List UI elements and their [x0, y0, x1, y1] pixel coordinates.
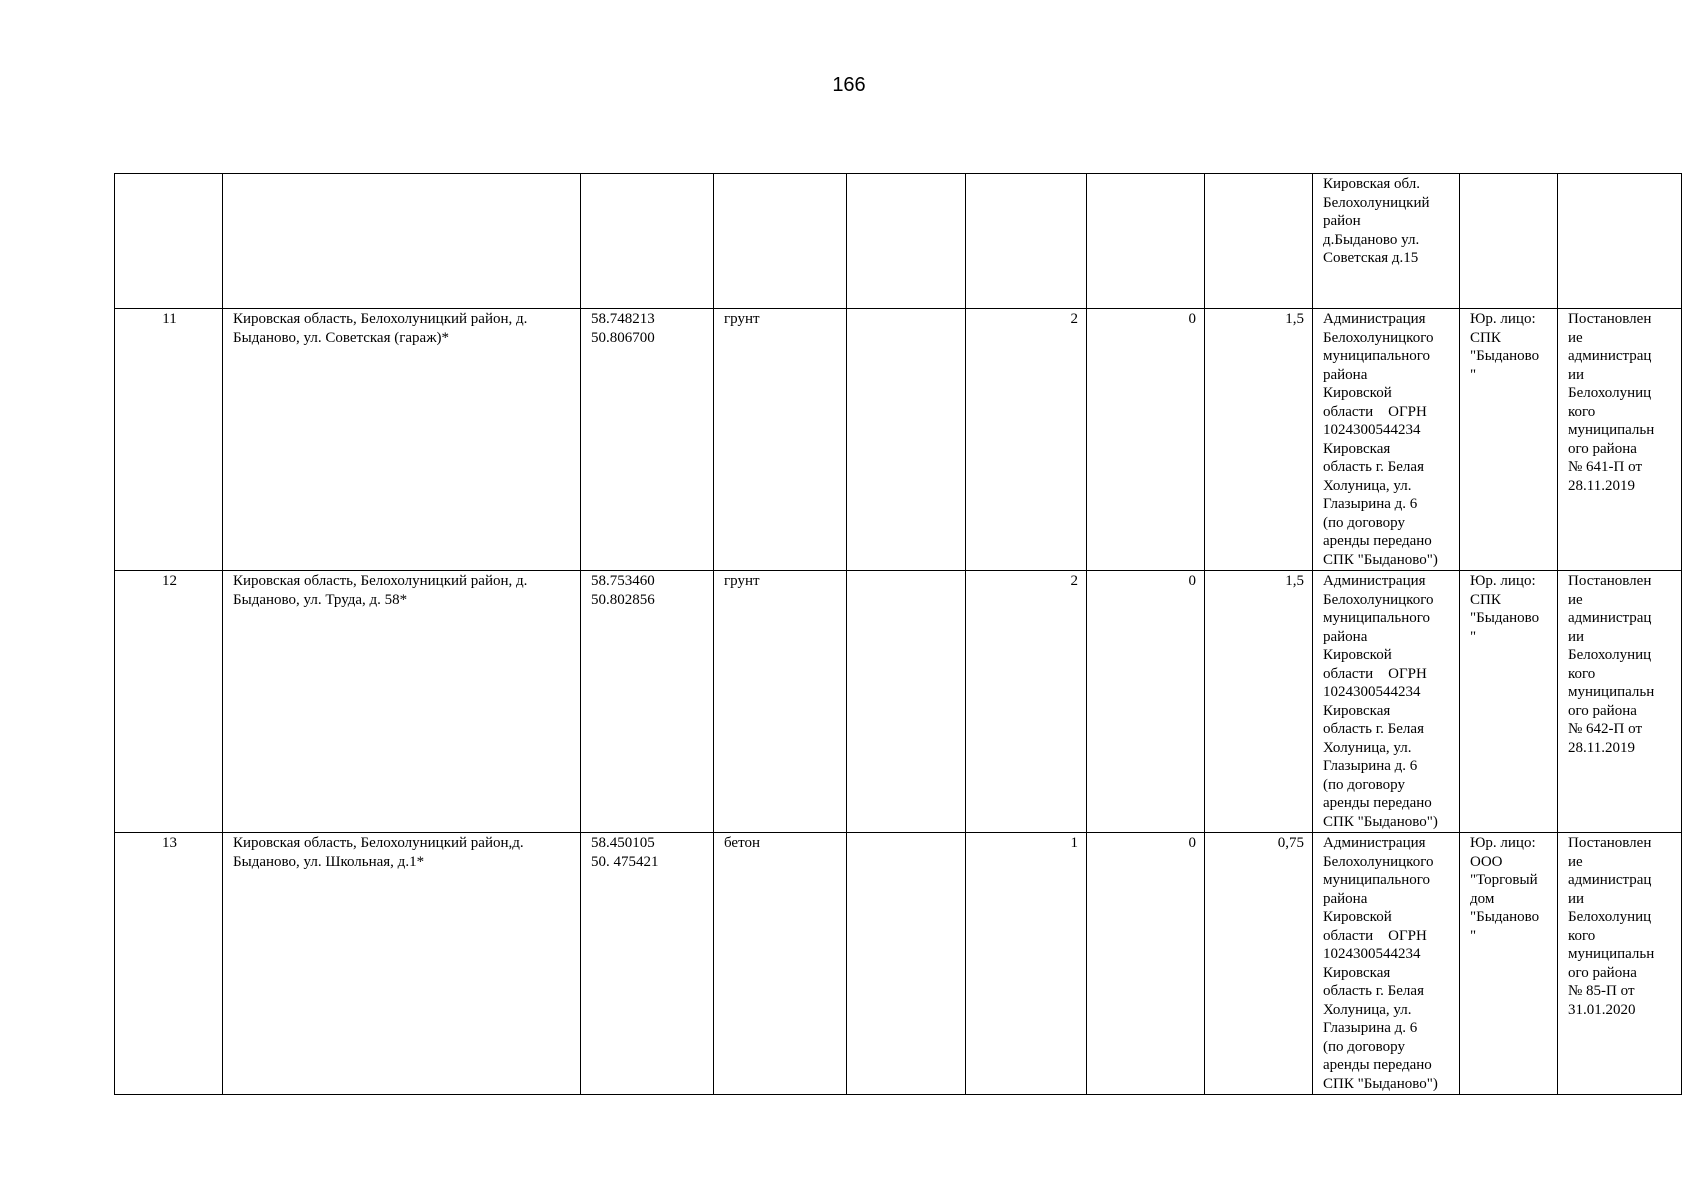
- surface-cell: бетон: [714, 833, 847, 1095]
- table-row: [115, 571, 1682, 833]
- coordinates-cell: 58.748213 50.806700: [581, 309, 714, 571]
- value-cell: 0,75: [1205, 833, 1313, 1095]
- table-row: [115, 174, 1682, 309]
- value-cell: [1205, 174, 1313, 309]
- surface-cell: грунт: [714, 571, 847, 833]
- table-row: [115, 309, 1682, 571]
- value-cell: 0: [1087, 571, 1205, 833]
- coordinates-cell: 58.753460 50.802856: [581, 571, 714, 833]
- value-cell: 1: [966, 833, 1087, 1095]
- owner-cell: Администрация Белохолуницкого муниципального района Кировской области ОГРН 1024300544234 Кировская область г. Белая Холуница, ул. Глазырина д. 6 (по договору аренды передано СПК "Быданово"): [1313, 571, 1460, 833]
- value-cell: [966, 174, 1087, 309]
- row-number-cell: 11: [115, 309, 223, 571]
- value-cell: 2: [966, 309, 1087, 571]
- user-cell: [1460, 174, 1558, 309]
- surface-cell: [714, 174, 847, 309]
- row-number-cell: [115, 174, 223, 309]
- empty-cell: [847, 571, 966, 833]
- document-cell: Постановлен ие администрац ии Белохолуниц кого муниципальн ого района № 641-П от 28.11.2019: [1558, 309, 1682, 571]
- owner-cell: Администрация Белохолуницкого муниципального района Кировской области ОГРН 1024300544234 Кировская область г. Белая Холуница, ул. Глазырина д. 6 (по договору аренды передано СПК "Быданово"): [1313, 833, 1460, 1095]
- user-cell: Юр. лицо: ООО "Торговый дом "Быданово ": [1460, 833, 1558, 1095]
- coordinates-cell: 58.450105 50. 475421: [581, 833, 714, 1095]
- empty-cell: [847, 309, 966, 571]
- value-cell: 2: [966, 571, 1087, 833]
- row-number-cell: 12: [115, 571, 223, 833]
- document-cell: Постановлен ие администрац ии Белохолуниц кого муниципальн ого района № 642-П от 28.11.2019: [1558, 571, 1682, 833]
- user-cell: Юр. лицо: СПК "Быданово ": [1460, 309, 1558, 571]
- value-cell: 1,5: [1205, 309, 1313, 571]
- page-number: 166: [832, 74, 866, 96]
- document-cell: [1558, 174, 1682, 309]
- registry-table: [114, 173, 1682, 1095]
- address-cell: Кировская область, Белохолуницкий район, д. Быданово, ул. Советская (гараж)*: [223, 309, 581, 571]
- value-cell: 1,5: [1205, 571, 1313, 833]
- owner-cell: Администрация Белохолуницкого муниципального района Кировской области ОГРН 1024300544234 Кировская область г. Белая Холуница, ул. Глазырина д. 6 (по договору аренды передано СПК "Быданово"): [1313, 309, 1460, 571]
- address-cell: [223, 174, 581, 309]
- user-cell: Юр. лицо: СПК "Быданово ": [1460, 571, 1558, 833]
- owner-cell: Кировская обл. Белохолуницкий район д.Быданово ул. Советская д.15: [1313, 174, 1460, 309]
- table-row: [115, 833, 1682, 1095]
- address-cell: Кировская область, Белохолуницкий район, д. Быданово, ул. Труда, д. 58*: [223, 571, 581, 833]
- empty-cell: [847, 174, 966, 309]
- surface-cell: грунт: [714, 309, 847, 571]
- document-cell: Постановлен ие администрац ии Белохолуниц кого муниципальн ого района № 85-П от 31.01.2020: [1558, 833, 1682, 1095]
- value-cell: 0: [1087, 309, 1205, 571]
- row-number-cell: 13: [115, 833, 223, 1095]
- empty-cell: [847, 833, 966, 1095]
- value-cell: 0: [1087, 833, 1205, 1095]
- address-cell: Кировская область, Белохолуницкий район,д. Быданово, ул. Школьная, д.1*: [223, 833, 581, 1095]
- value-cell: [1087, 174, 1205, 309]
- coordinates-cell: [581, 174, 714, 309]
